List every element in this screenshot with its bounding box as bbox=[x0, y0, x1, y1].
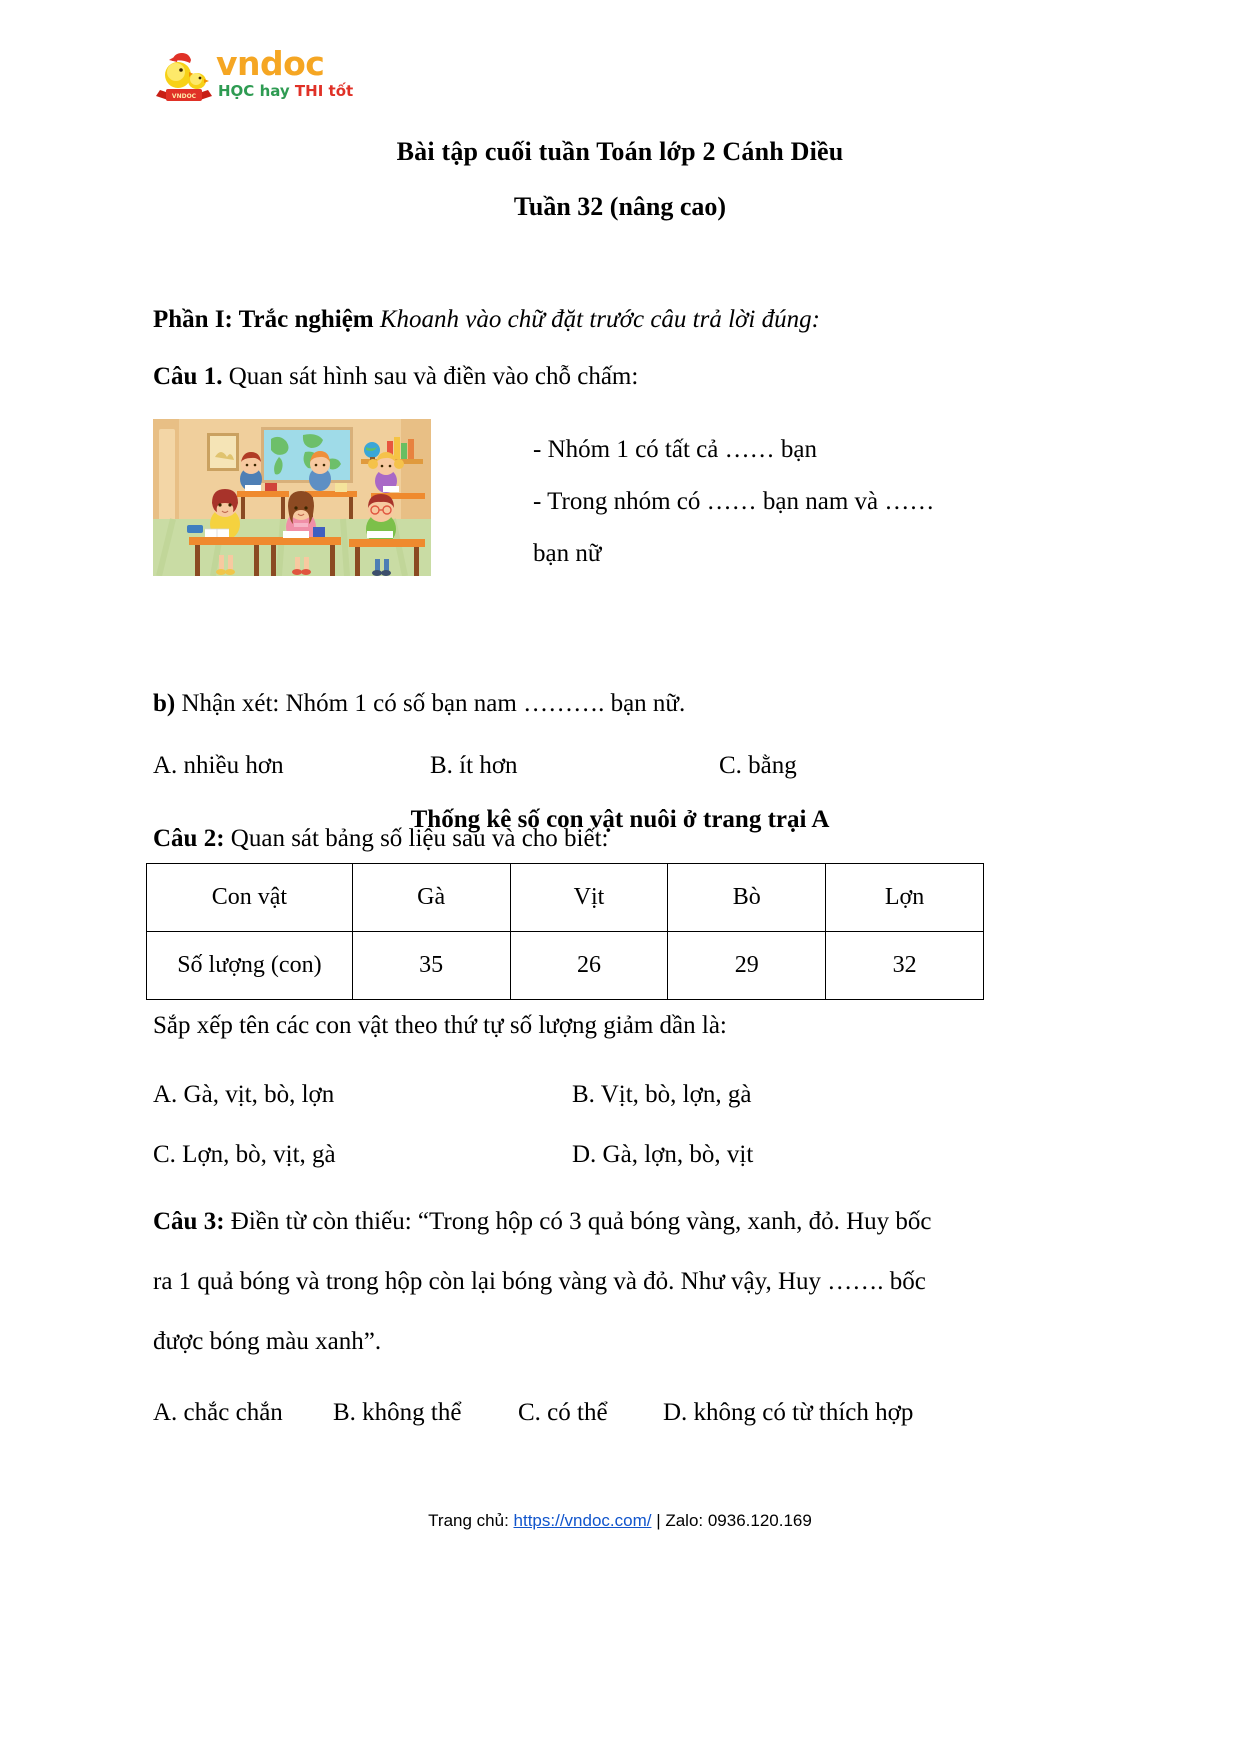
part-1-label: Phần I: Trắc nghiệm bbox=[153, 306, 374, 333]
question-2-option-b[interactable]: B. Vịt, bò, lợn, gà bbox=[572, 1081, 752, 1108]
question-3-options bbox=[153, 1399, 1053, 1433]
footer-prefix: Trang chủ: bbox=[428, 1511, 514, 1530]
chick-mascot-icon bbox=[156, 48, 212, 106]
question-3-line-1: Điền từ còn thiếu: “Trong hộp có 3 quả bóng vàng, xanh, đỏ. Huy bốc bbox=[230, 1208, 932, 1235]
question-3-option-a[interactable]: A. chắc chắn bbox=[153, 1399, 283, 1426]
question-1-number: Câu 1. bbox=[153, 363, 223, 390]
question-2-option-c[interactable]: C. Lợn, bò, vịt, gà bbox=[153, 1141, 336, 1168]
table-cell-animal-0: Gà bbox=[352, 864, 510, 932]
table-cell-animal-2: Bò bbox=[668, 864, 826, 932]
question-1-blank-line-1: - Nhóm 1 có tất cả …… bạn bbox=[533, 436, 817, 463]
question-1-part-b-text: Nhận xét: Nhóm 1 có số bạn nam ………. bạn nữ. bbox=[181, 690, 686, 717]
tagline-hoc: HỌC bbox=[218, 82, 255, 100]
footer-link[interactable]: https://vndoc.com/ bbox=[513, 1511, 652, 1530]
question-3-number: Câu 3: bbox=[153, 1208, 225, 1235]
question-3-option-d[interactable]: D. không có từ thích hợp bbox=[663, 1399, 914, 1426]
question-2-option-a[interactable]: A. Gà, vịt, bò, lợn bbox=[153, 1081, 335, 1108]
classroom-illustration bbox=[153, 419, 431, 576]
question-3-line-2: ra 1 quả bóng và trong hộp còn lại bóng vàng và đỏ. Như vậy, Huy ……. bốc bbox=[153, 1268, 926, 1295]
question-1-option-c[interactable]: C. bằng bbox=[719, 752, 797, 779]
table-cell-row-label-1: Số lượng (con) bbox=[147, 932, 353, 1000]
question-3-line-3: được bóng màu xanh”. bbox=[153, 1328, 382, 1355]
footer-suffix: | Zalo: 0936.120.169 bbox=[651, 1511, 812, 1530]
question-1-part-b bbox=[153, 687, 685, 720]
table-cell-count-2: 29 bbox=[668, 932, 826, 1000]
question-1-blank-line-3: bạn nữ bbox=[533, 540, 602, 567]
tagline-tot: tốt bbox=[328, 82, 354, 100]
question-2-options-row-1 bbox=[153, 1081, 1053, 1115]
page-footer bbox=[0, 1511, 1240, 1531]
question-2-number: Câu 2: bbox=[153, 825, 225, 852]
table-cell-count-1: 26 bbox=[510, 932, 668, 1000]
table-row-header bbox=[147, 864, 984, 932]
vndoc-logo[interactable] bbox=[156, 44, 354, 110]
part-1-instruction: Khoanh vào chữ đặt trước câu trả lời đúng: bbox=[379, 306, 820, 333]
table-cell-count-0: 35 bbox=[352, 932, 510, 1000]
logo-tagline bbox=[218, 83, 353, 100]
question-1-heading bbox=[153, 360, 638, 393]
question-2-option-d[interactable]: D. Gà, lợn, bò, vịt bbox=[572, 1141, 754, 1168]
tagline-hay: hay bbox=[259, 82, 290, 100]
question-2-prompt: Quan sát bảng số liệu sau và cho biết: bbox=[230, 825, 609, 852]
document-subtitle: Tuần 32 (nâng cao) bbox=[513, 192, 727, 221]
question-2-sub-prompt: Sắp xếp tên các con vật theo thứ tự số lượng giảm dần là: bbox=[153, 1012, 727, 1039]
stat-table bbox=[146, 863, 984, 1000]
logo-wordmark: vndoc bbox=[216, 44, 325, 83]
question-2-options-row-2 bbox=[153, 1141, 1053, 1175]
table-cell-row-label-0: Con vật bbox=[147, 864, 353, 932]
question-1-options bbox=[153, 752, 1053, 786]
table-row-counts bbox=[147, 932, 984, 1000]
tagline-thi: THI bbox=[294, 82, 324, 100]
question-1-blank-line-2: - Trong nhóm có …… bạn nam và …… bbox=[533, 488, 935, 515]
question-3-option-c[interactable]: C. có thể bbox=[518, 1399, 608, 1426]
table-cell-animal-1: Vịt bbox=[510, 864, 668, 932]
question-1-option-b[interactable]: B. ít hơn bbox=[430, 752, 518, 779]
stat-table-title: Thống kê số con vật nuôi ở trang trại A bbox=[410, 806, 830, 833]
document-title: Bài tập cuối tuần Toán lớp 2 Cánh Diều bbox=[396, 137, 844, 166]
question-1-part-b-label: b) bbox=[153, 690, 176, 717]
svg-text:VNDOC: VNDOC bbox=[171, 93, 197, 100]
part-1-heading bbox=[153, 303, 820, 336]
question-3-heading bbox=[153, 1205, 932, 1238]
table-cell-animal-3: Lợn bbox=[826, 864, 984, 932]
question-1-option-a[interactable]: A. nhiều hơn bbox=[153, 752, 284, 779]
question-1-blanks bbox=[533, 424, 1003, 580]
question-3-option-b[interactable]: B. không thể bbox=[333, 1399, 462, 1426]
table-cell-count-3: 32 bbox=[826, 932, 984, 1000]
question-1-prompt: Quan sát hình sau và điền vào chỗ chấm: bbox=[228, 363, 639, 390]
